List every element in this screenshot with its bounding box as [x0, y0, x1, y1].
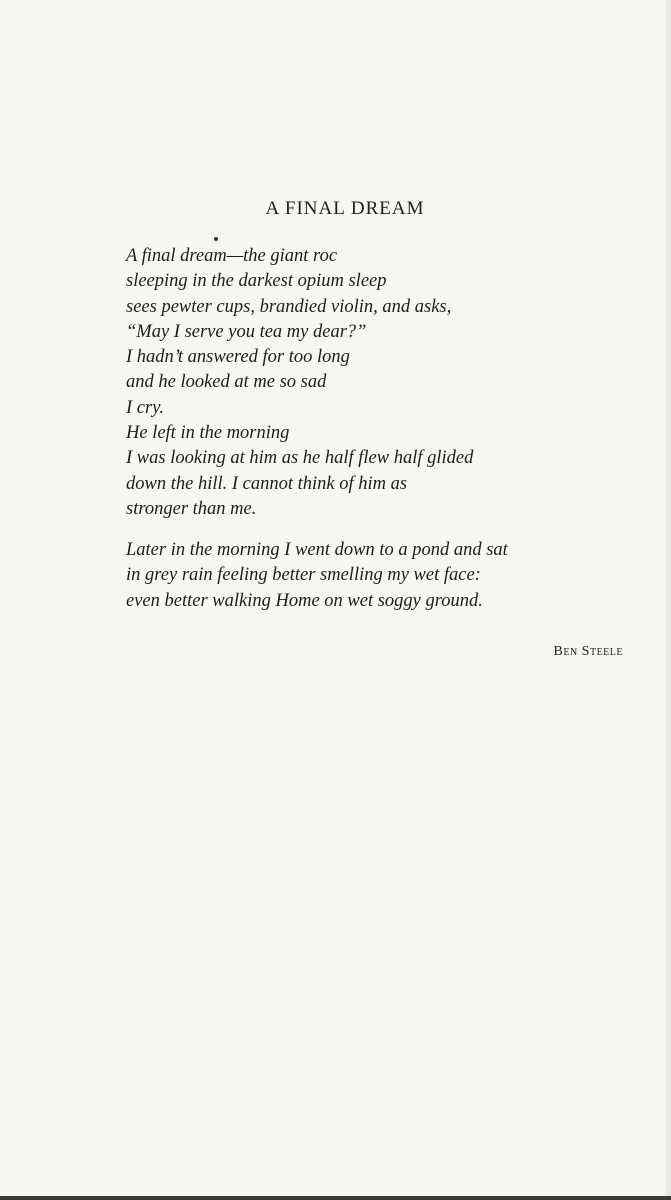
poem-line: sees pewter cups, brandied violin, and asks,	[126, 296, 452, 317]
page-bottom-edge	[0, 1196, 671, 1200]
poem-line: I hadn’t answered for too long	[126, 347, 350, 368]
page-right-edge	[665, 0, 671, 1200]
stanza-2	[126, 538, 508, 614]
poem-line: even better walking Home on wet soggy ground.	[126, 590, 483, 611]
poem-line: and he looked at me so sad	[126, 372, 327, 393]
poem-line: I was looking at him as he half flew half glided	[126, 448, 474, 469]
poem-line: stronger than me.	[126, 498, 257, 519]
poem-line: I cry.	[126, 397, 165, 418]
poem-line: “May I serve you tea my dear?”	[126, 321, 367, 342]
ink-speck	[214, 237, 218, 241]
poem-author: Ben Steele	[553, 644, 623, 659]
poem-line: sleeping in the darkest opium sleep	[126, 271, 387, 292]
stanza-1	[126, 244, 473, 522]
poem-title: A FINAL DREAM	[265, 198, 425, 219]
poem-line: in grey rain feeling better smelling my wet face:	[126, 565, 481, 586]
poem-line: down the hill. I cannot think of him as	[126, 473, 408, 494]
poem-line: A final dream—the giant roc	[126, 246, 338, 266]
poem-line: He left in the morning	[126, 423, 290, 444]
poem-line: Later in the morning I went down to a pond and sat	[126, 540, 508, 560]
